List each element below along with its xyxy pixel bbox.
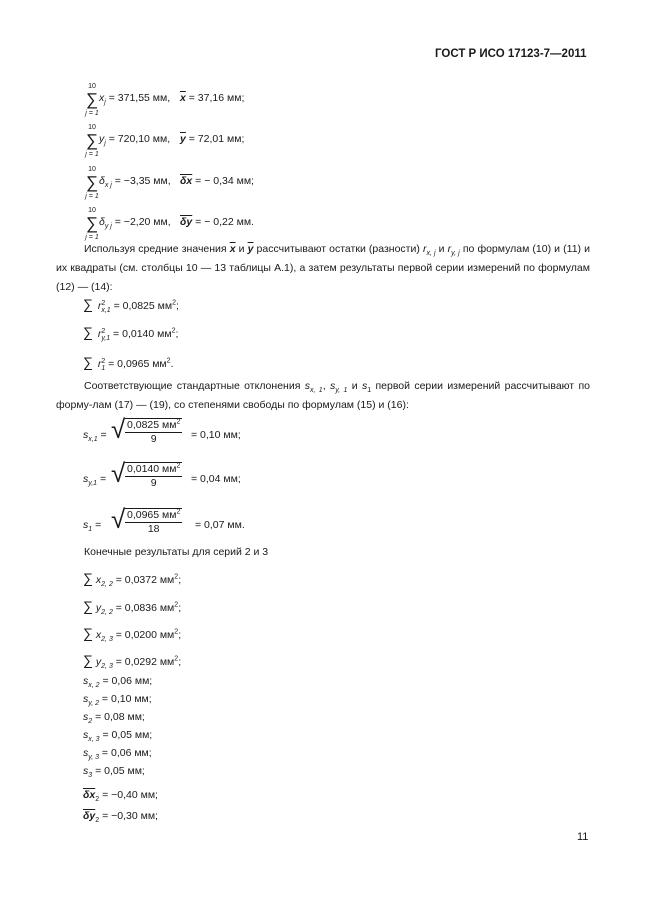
residual-symbol: r xyxy=(94,358,102,370)
stddev-symbol: s xyxy=(83,765,89,777)
residual-subscript: x,1 xyxy=(101,307,111,315)
delta-symbol: $\overline{\delta x}$ xyxy=(83,789,96,801)
final-punct: ; xyxy=(178,602,182,614)
sum-term-subscript: x j xyxy=(104,182,112,190)
para1-text-c: рассчитывают остатки (разности) xyxy=(253,243,423,255)
page-number: 11 xyxy=(577,831,589,843)
mean-expression xyxy=(180,92,244,105)
mean-x-symbol: $\overline{x}$ xyxy=(229,243,236,255)
stddev-result: = 0,07 мм. xyxy=(195,519,245,531)
stddev-subscript: 2 xyxy=(88,718,93,726)
stddev-value: = 0,10 мм; xyxy=(99,693,152,705)
final-subscript: 2, 3 xyxy=(101,636,113,644)
sqrt-fraction xyxy=(125,508,182,535)
final-heading: Конечные результаты для серий 2 и 3 xyxy=(84,546,269,558)
mean-value: = 37,16 мм; xyxy=(185,92,245,104)
sum-term: δ xyxy=(99,216,105,228)
sum-icon: ∑ xyxy=(83,652,93,668)
sigma-icon: ∑ xyxy=(85,131,99,150)
sqrt-radical-icon: √ xyxy=(111,458,126,488)
document-header: ГОСТ Р ИСО 17123-7—2011 xyxy=(435,48,587,60)
final-stddev-row xyxy=(83,729,152,742)
delta-symbol: $\overline{\delta y}$ xyxy=(83,810,96,822)
residual-exponent: 2 xyxy=(101,299,106,307)
fraction-denominator: 9 xyxy=(150,432,157,445)
final-value: = 0,0372 мм xyxy=(112,574,175,586)
stddev-value: = 0,08 мм; xyxy=(92,711,145,723)
stddev-subscript: 3 xyxy=(88,772,93,780)
final-value: = 0,0292 мм xyxy=(112,656,175,668)
final-punct: ; xyxy=(178,656,182,668)
final-variable: y xyxy=(92,602,102,614)
stddev-subscript: x, 2 xyxy=(88,682,100,690)
para1-text-a: Используя средние значения xyxy=(84,243,230,255)
sum-value: = 720,10 мм, xyxy=(105,133,171,145)
para1-text-b: и xyxy=(235,243,248,255)
sum-value: = −2,20 мм, xyxy=(111,216,171,228)
stddev-value: = 0,06 мм; xyxy=(99,675,153,687)
mean-symbol: $\overline{y}$ xyxy=(180,133,186,145)
final-variable: y xyxy=(92,656,102,668)
sum-term: y xyxy=(99,133,105,145)
residual-punct: ; xyxy=(175,328,179,340)
sum-icon: ∑ xyxy=(83,570,93,586)
sum-value: = −3,35 мм, xyxy=(111,175,171,187)
stddev-value: = 0,06 мм; xyxy=(99,747,152,759)
sigma-block xyxy=(84,83,100,122)
fraction-numerator: 0,0825 $мм^2$ xyxy=(127,418,181,431)
stddev-symbol: s xyxy=(83,693,89,705)
unit-exponent: 2 xyxy=(171,327,176,335)
stddev-label xyxy=(83,519,101,532)
sigma-icon: ∑ xyxy=(85,90,99,109)
stddev-symbol: s xyxy=(83,747,89,759)
stddev-subscript: x, 3 xyxy=(88,736,100,744)
final-sum-row xyxy=(83,652,181,669)
sigma-icon: ∑ xyxy=(85,214,99,233)
fraction-numerator: 0,0965 $мм^2$ xyxy=(127,508,181,521)
mean-y-symbol: $\overline{y}$ xyxy=(247,243,254,255)
stddev-symbol: s xyxy=(83,473,89,485)
final-variable: x xyxy=(92,574,102,586)
sigma-block xyxy=(84,166,100,205)
final-delta-row xyxy=(83,810,158,823)
stddev-result: = 0,04 мм; xyxy=(191,473,241,485)
sigma-upper-limit: 10 xyxy=(88,124,96,131)
residual-punct: ; xyxy=(176,300,179,312)
mean-symbol: $\overline{\delta x}$ xyxy=(180,175,193,187)
final-sum-row xyxy=(83,570,181,587)
sum-icon: ∑ xyxy=(83,296,93,312)
stddev-result: = 0,10 мм; xyxy=(191,429,241,441)
sum-term: x xyxy=(99,92,105,104)
para1-text-e: по формулам (10) и (11) и их квадраты (см. столбцы 10 — 13 таблицы А.1), а затем результаты первой серии измерений по формулам (12) — (14): xyxy=(56,243,590,293)
residual-symbol: r xyxy=(94,300,102,312)
unit-exponent: 2 xyxy=(176,508,181,516)
residual-value: = 0,0825 мм xyxy=(110,300,173,312)
sigma-lower-limit: j = 1 xyxy=(85,110,99,117)
unit-exponent: 2 xyxy=(174,573,179,581)
final-stddev-row xyxy=(83,675,152,688)
stddev-symbol: s xyxy=(83,429,89,441)
delta-subscript: 2 xyxy=(95,817,100,825)
residual-exponent: 2 xyxy=(101,327,106,335)
final-stddev-row xyxy=(83,711,145,724)
final-value: = 0,0200 мм xyxy=(112,629,175,641)
sqrt-fraction xyxy=(125,462,182,489)
sum-term: δ xyxy=(99,175,105,187)
stddev-subscript: x,1 xyxy=(88,436,98,444)
stddev-subscript: 1 xyxy=(88,526,93,534)
equals-sign: = xyxy=(92,519,102,531)
fraction-denominator: 18 xyxy=(147,522,160,535)
sum-term-subscript: y j xyxy=(104,223,112,231)
unit-exponent: 2 xyxy=(174,628,179,636)
stddev-subscript: y,1 xyxy=(88,480,98,488)
sqrt-radical-icon: √ xyxy=(111,504,126,534)
residual-row xyxy=(83,296,179,313)
final-stddev-row xyxy=(83,693,152,706)
mean-value: = 72,01 мм; xyxy=(185,133,245,145)
sum-term-subscript: j xyxy=(104,140,106,148)
residual-symbol: r xyxy=(94,328,102,340)
para2-text-d: первой серии измерений рассчитывают по форму-лам (17) — (19), со степенями свободы по формулам (15) и (16): xyxy=(56,380,590,411)
sigma-lower-limit: j = 1 xyxy=(85,151,99,158)
sum-expression xyxy=(99,216,171,229)
final-punct: ; xyxy=(178,574,182,586)
sigma-upper-limit: 10 xyxy=(88,207,96,214)
equals-sign: = xyxy=(97,473,107,485)
sigma-upper-limit: 10 xyxy=(88,83,96,90)
sum-icon: ∑ xyxy=(83,324,93,340)
para2-text-c: и xyxy=(347,380,362,392)
stddev-label xyxy=(83,473,106,486)
stddev-symbol: s xyxy=(83,519,89,531)
final-variable: x xyxy=(92,629,102,641)
mean-value: = − 0,34 мм; xyxy=(192,175,254,187)
fraction-numerator: 0,0140 $мм^2$ xyxy=(127,462,181,475)
delta-value: = −0,30 мм; xyxy=(99,810,158,822)
residual-subscript: y,1 xyxy=(101,335,111,343)
para2-text-b: , xyxy=(322,380,330,392)
paragraph-stddev: Соответствующие стандартные отклонения $s_{x, 1}$, $s_{y, 1}$ и $s_1$ первой серии измерений рассчитывают по форму-лам (17) — (19), со степенями свободы по формулам (15) и (16): xyxy=(56,380,590,411)
unit-exponent: 2 xyxy=(176,462,181,470)
residual-subscript: 1 xyxy=(101,365,106,373)
sigma-icon: ∑ xyxy=(85,173,99,192)
mean-symbol: $\overline{\delta y}$ xyxy=(180,216,193,228)
residual-value: = 0,0140 мм xyxy=(110,328,172,340)
final-stddev-row xyxy=(83,765,145,778)
mean-expression xyxy=(180,175,254,188)
sigma-lower-limit: j = 1 xyxy=(85,234,99,241)
stddev-label xyxy=(83,429,107,442)
sigma-block xyxy=(84,124,100,163)
unit-exponent: 2 xyxy=(174,601,179,609)
unit-exponent: 2 xyxy=(174,655,179,663)
residual-exponent: 2 xyxy=(101,357,106,365)
sum-expression xyxy=(99,133,170,146)
final-subscript: 2, 2 xyxy=(101,581,113,589)
sqrt-fraction xyxy=(125,418,182,445)
mean-symbol: $\overline{x}$ xyxy=(180,92,186,104)
sum-expression xyxy=(99,92,170,105)
final-subscript: 2, 3 xyxy=(101,663,113,671)
final-stddev-row xyxy=(83,747,152,760)
sum-expression xyxy=(99,175,171,188)
stddev-value: = 0,05 мм; xyxy=(92,765,145,777)
residual-row xyxy=(83,324,178,341)
unit-exponent: 2 xyxy=(166,357,171,365)
sigma-lower-limit: j = 1 xyxy=(85,193,99,200)
sigma-upper-limit: 10 xyxy=(88,166,96,173)
residual-value: = 0,0965 мм xyxy=(105,358,167,370)
equals-sign: = xyxy=(97,429,107,441)
final-value: = 0,0836 мм xyxy=(112,602,175,614)
mean-expression xyxy=(180,133,244,146)
final-sum-row xyxy=(83,598,181,615)
sum-term-subscript: j xyxy=(104,99,106,107)
sum-icon: ∑ xyxy=(83,598,93,614)
final-sum-row xyxy=(83,625,181,642)
delta-value: = −0,40 мм; xyxy=(99,789,158,801)
stddev-subscript: y, 3 xyxy=(88,754,100,762)
final-punct: ; xyxy=(178,629,182,641)
mean-value: = − 0,22 мм. xyxy=(192,216,254,228)
sum-icon: ∑ xyxy=(83,625,93,641)
final-delta-row xyxy=(83,789,158,802)
sum-icon: ∑ xyxy=(83,354,93,370)
sum-value: = 371,55 мм, xyxy=(105,92,171,104)
mean-expression xyxy=(180,216,254,229)
stddev-symbol: s xyxy=(83,675,89,687)
paragraph-residuals: Используя средние значения $\overline{x}$ и $\overline{y}$ рассчитывают остатки (разности) $r_{x, j}$ и $r_{y, j}$ по формулам (10) и (11) и их квадраты (см. столбцы 10 — 13 таблицы А.1), а затем результаты первой серии измерений по формулам (12) — (14): xyxy=(56,243,590,293)
stddev-symbol: s xyxy=(83,729,89,741)
fraction-denominator: 9 xyxy=(150,476,157,489)
stddev-subscript: y, 2 xyxy=(88,700,100,708)
residual-row xyxy=(83,354,173,371)
stddev-value: = 0,05 мм; xyxy=(99,729,153,741)
unit-exponent: 2 xyxy=(176,418,181,426)
residual-punct: . xyxy=(170,358,174,370)
stddev-symbol: s xyxy=(83,711,89,723)
sqrt-radical-icon: √ xyxy=(111,414,126,444)
para1-text-d: и xyxy=(435,243,448,255)
para2-text-a: Соответствующие стандартные отклонения xyxy=(84,380,305,392)
unit-exponent: 2 xyxy=(172,299,176,307)
delta-subscript: 2 xyxy=(95,796,100,804)
final-subscript: 2, 2 xyxy=(101,609,113,617)
